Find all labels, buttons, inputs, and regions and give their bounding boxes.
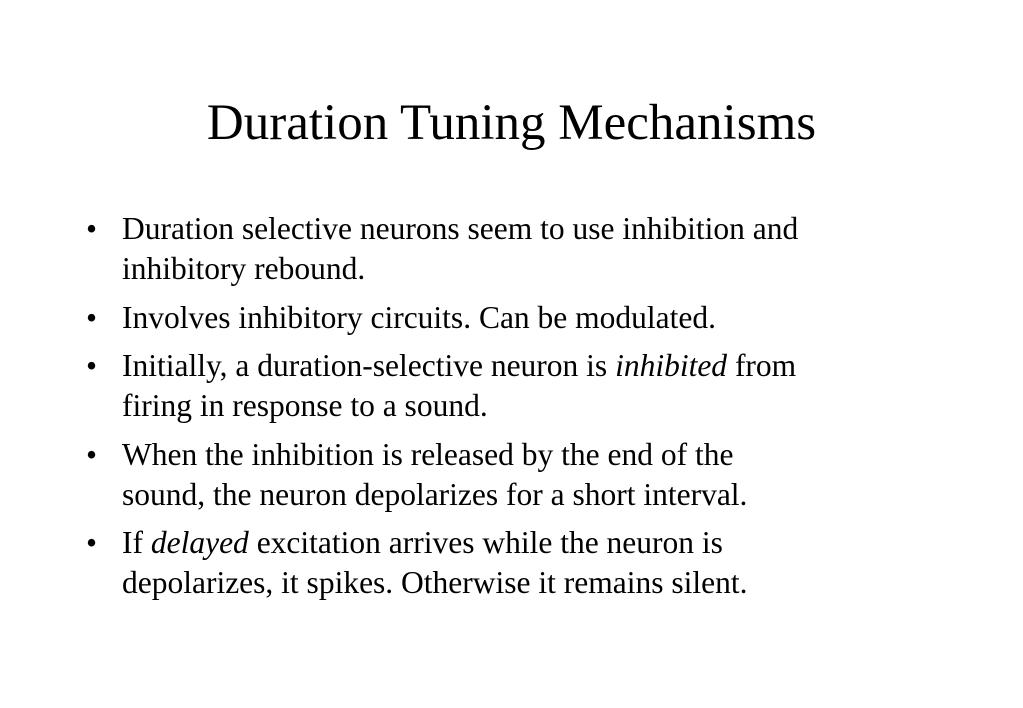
bullet-icon: •	[86, 211, 98, 246]
emphasis-delayed: delayed	[150, 525, 249, 560]
bullet-item-3	[86, 346, 966, 426]
emphasis-inhibited: inhibited	[615, 348, 728, 383]
bullet-icon: •	[86, 525, 98, 560]
bullet-3-line-2: firing in response to a sound.	[122, 388, 488, 423]
bullet-4-line-1: When the inhibition is released by the end of the	[122, 436, 734, 472]
bullet-3-text-a: Initially, a duration-selective neuron is	[122, 348, 616, 383]
bullet-item-2	[86, 298, 966, 338]
bullet-3-line-1	[122, 346, 966, 386]
bullet-2-line-1: Involves inhibitory circuits. Can be modulated.	[122, 299, 717, 335]
bullet-5-line-2: depolarizes, it spikes. Otherwise it remains silent.	[122, 565, 748, 600]
bullet-4-line-2: sound, the neuron depolarizes for a short interval.	[122, 476, 748, 512]
bullet-5-text-a: If	[122, 525, 151, 560]
bullet-5-line-1	[122, 523, 966, 563]
bullet-item-1	[86, 209, 966, 289]
bullet-1-line-2: inhibitory rebound.	[122, 251, 366, 286]
bullet-item-4	[86, 435, 966, 515]
slide-title: Duration Tuning Mechanisms	[206, 95, 817, 151]
bullet-icon: •	[86, 299, 98, 335]
bullet-list	[86, 209, 966, 612]
bullet-icon: •	[86, 436, 98, 472]
bullet-item-5	[86, 523, 966, 603]
bullet-1-line-1: Duration selective neurons seem to use inhibition and	[122, 211, 799, 246]
bullet-5-text-b: excitation arrives while the neuron is	[248, 525, 723, 560]
bullet-icon: •	[86, 348, 98, 383]
bullet-3-text-b: from	[727, 348, 797, 383]
